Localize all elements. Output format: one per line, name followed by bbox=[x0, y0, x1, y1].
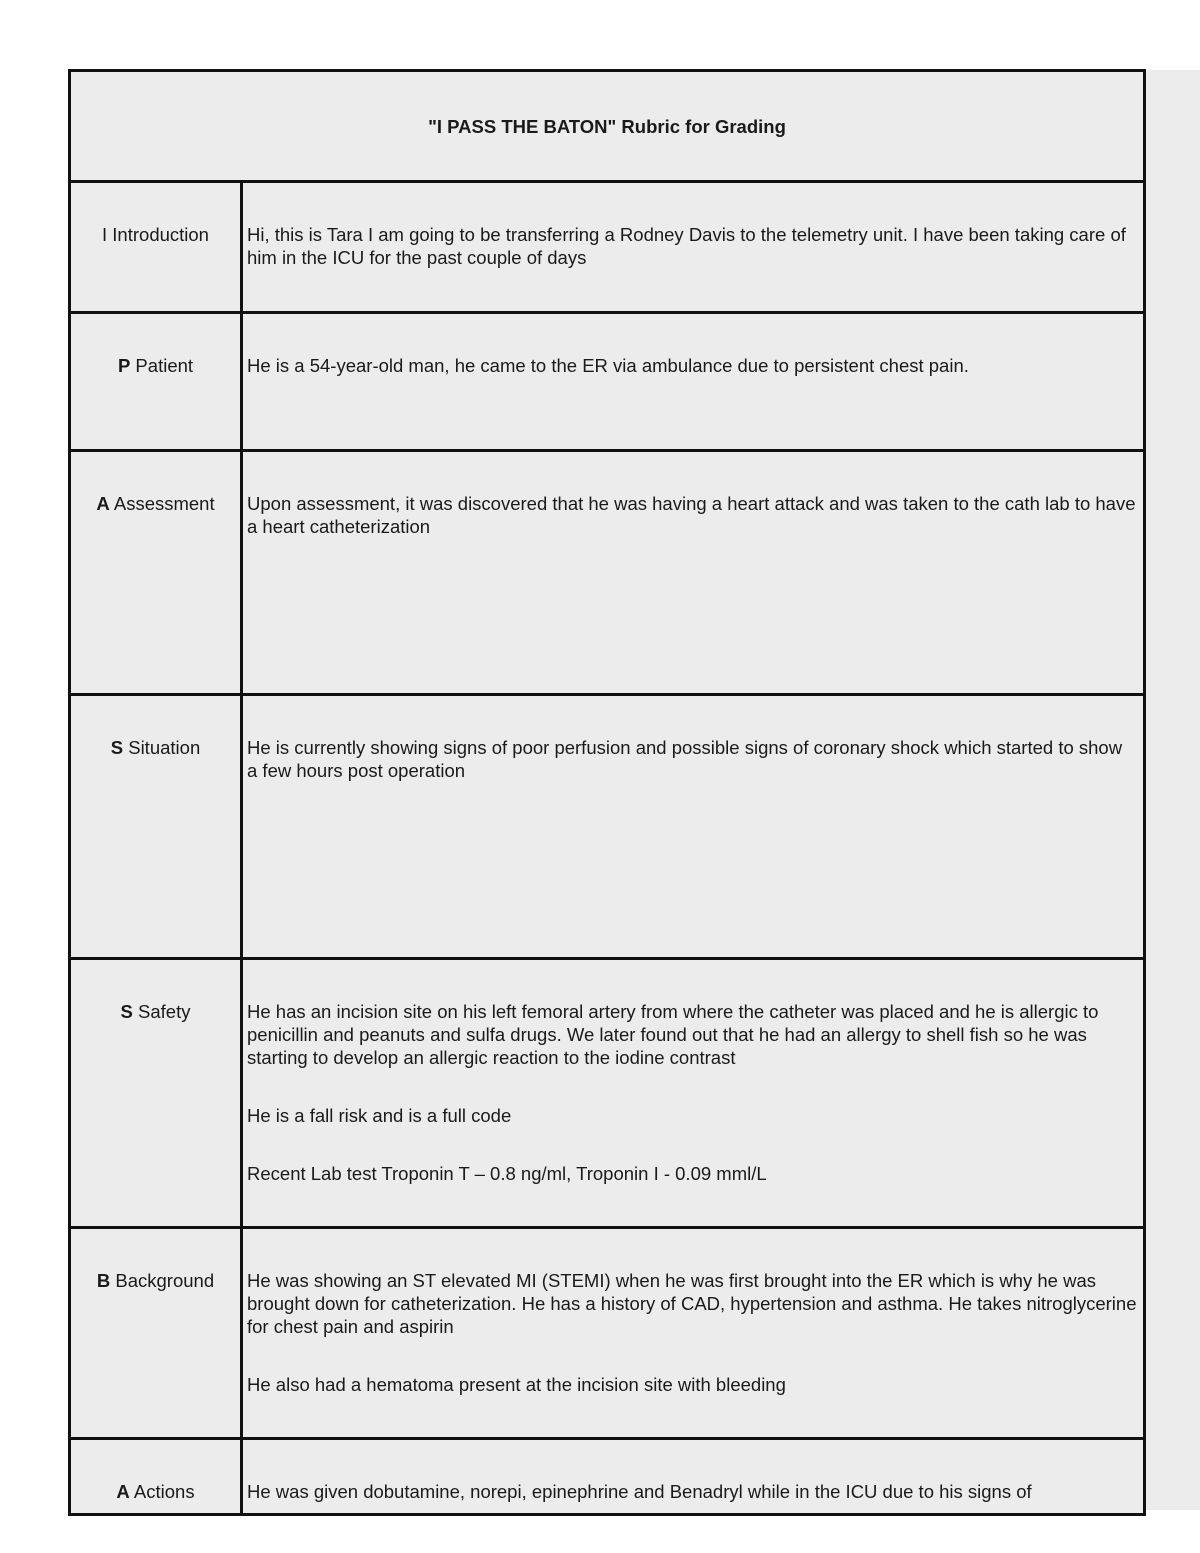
row-label bbox=[70, 451, 242, 695]
content-paragraph: He is currently showing signs of poor perfusion and possible signs of coronary shock which started to show a few hours post operation bbox=[247, 737, 1123, 781]
row-safety bbox=[70, 959, 1145, 1228]
title-row bbox=[70, 71, 1145, 182]
row-label bbox=[70, 1228, 242, 1439]
row-letter: A bbox=[116, 1481, 130, 1502]
row-label-text: Patient bbox=[130, 355, 194, 376]
row-content bbox=[242, 451, 1145, 695]
row-label-text: Safety bbox=[132, 1001, 191, 1022]
row-content bbox=[242, 959, 1145, 1228]
row-content bbox=[242, 1228, 1145, 1439]
content-paragraph: He has an incision site on his left femoral artery from where the catheter was placed and he is allergic to penicillin and peanuts and sulfa drugs. We later found out that he had an allergy to shell fish so he was starting to develop an allergic reaction to the iodine contrast bbox=[247, 1001, 1099, 1068]
row-letter: B bbox=[96, 1270, 111, 1291]
row-patient bbox=[70, 313, 1145, 451]
row-actions bbox=[70, 1439, 1145, 1515]
row-label bbox=[70, 695, 242, 959]
row-label-text: Assessment bbox=[109, 493, 215, 514]
page-margin-shade bbox=[1145, 70, 1200, 1510]
row-label-text: Situation bbox=[123, 737, 201, 758]
content-paragraph: He was showing an ST elevated MI (STEMI) when he was first brought into the ER which is why he was brought down for catheterization. He has a history of CAD, hypertension and asthma. He takes nitroglycerine for chest pain and aspirin bbox=[247, 1270, 1137, 1337]
row-background bbox=[70, 1228, 1145, 1439]
row-content bbox=[242, 1439, 1145, 1515]
row-content bbox=[242, 182, 1145, 313]
rubric-title: "I PASS THE BATON" Rubric for Grading bbox=[70, 71, 1145, 182]
content-paragraph: Upon assessment, it was discovered that he was having a heart attack and was taken to the cath lab to have a heart catheterization bbox=[247, 493, 1136, 537]
content-paragraph: He was given dobutamine, norepi, epinephrine and Benadryl while in the ICU due to his signs of bbox=[247, 1481, 1032, 1502]
row-label-text: I Introduction bbox=[102, 224, 209, 245]
content-paragraph: Recent Lab test Troponin T – 0.8 ng/ml, Troponin I - 0.09 mml/L bbox=[247, 1163, 767, 1184]
row-assessment bbox=[70, 451, 1145, 695]
row-content bbox=[242, 695, 1145, 959]
row-content bbox=[242, 313, 1145, 451]
row-letter: S bbox=[110, 737, 124, 758]
row-label bbox=[70, 182, 242, 313]
content-paragraph: He is a fall risk and is a full code bbox=[247, 1105, 512, 1126]
content-paragraph: He also had a hematoma present at the incision site with bleeding bbox=[247, 1374, 786, 1395]
content-paragraph: Hi, this is Tara I am going to be transferring a Rodney Davis to the telemetry unit. I have been taking care of him in the ICU for the past couple of days bbox=[247, 224, 1126, 268]
row-label-text: Background bbox=[110, 1270, 215, 1291]
content-paragraph: He is a 54-year-old man, he came to the ER via ambulance due to persistent chest pain. bbox=[247, 355, 969, 376]
row-label bbox=[70, 1439, 242, 1515]
rubric-table bbox=[68, 69, 1146, 1516]
row-letter: P bbox=[117, 355, 131, 376]
row-situation bbox=[70, 695, 1145, 959]
row-introduction bbox=[70, 182, 1145, 313]
row-letter: S bbox=[120, 1001, 133, 1022]
row-label bbox=[70, 959, 242, 1228]
row-label bbox=[70, 313, 242, 451]
row-letter: A bbox=[96, 493, 110, 514]
row-label-text: Actions bbox=[129, 1481, 195, 1502]
